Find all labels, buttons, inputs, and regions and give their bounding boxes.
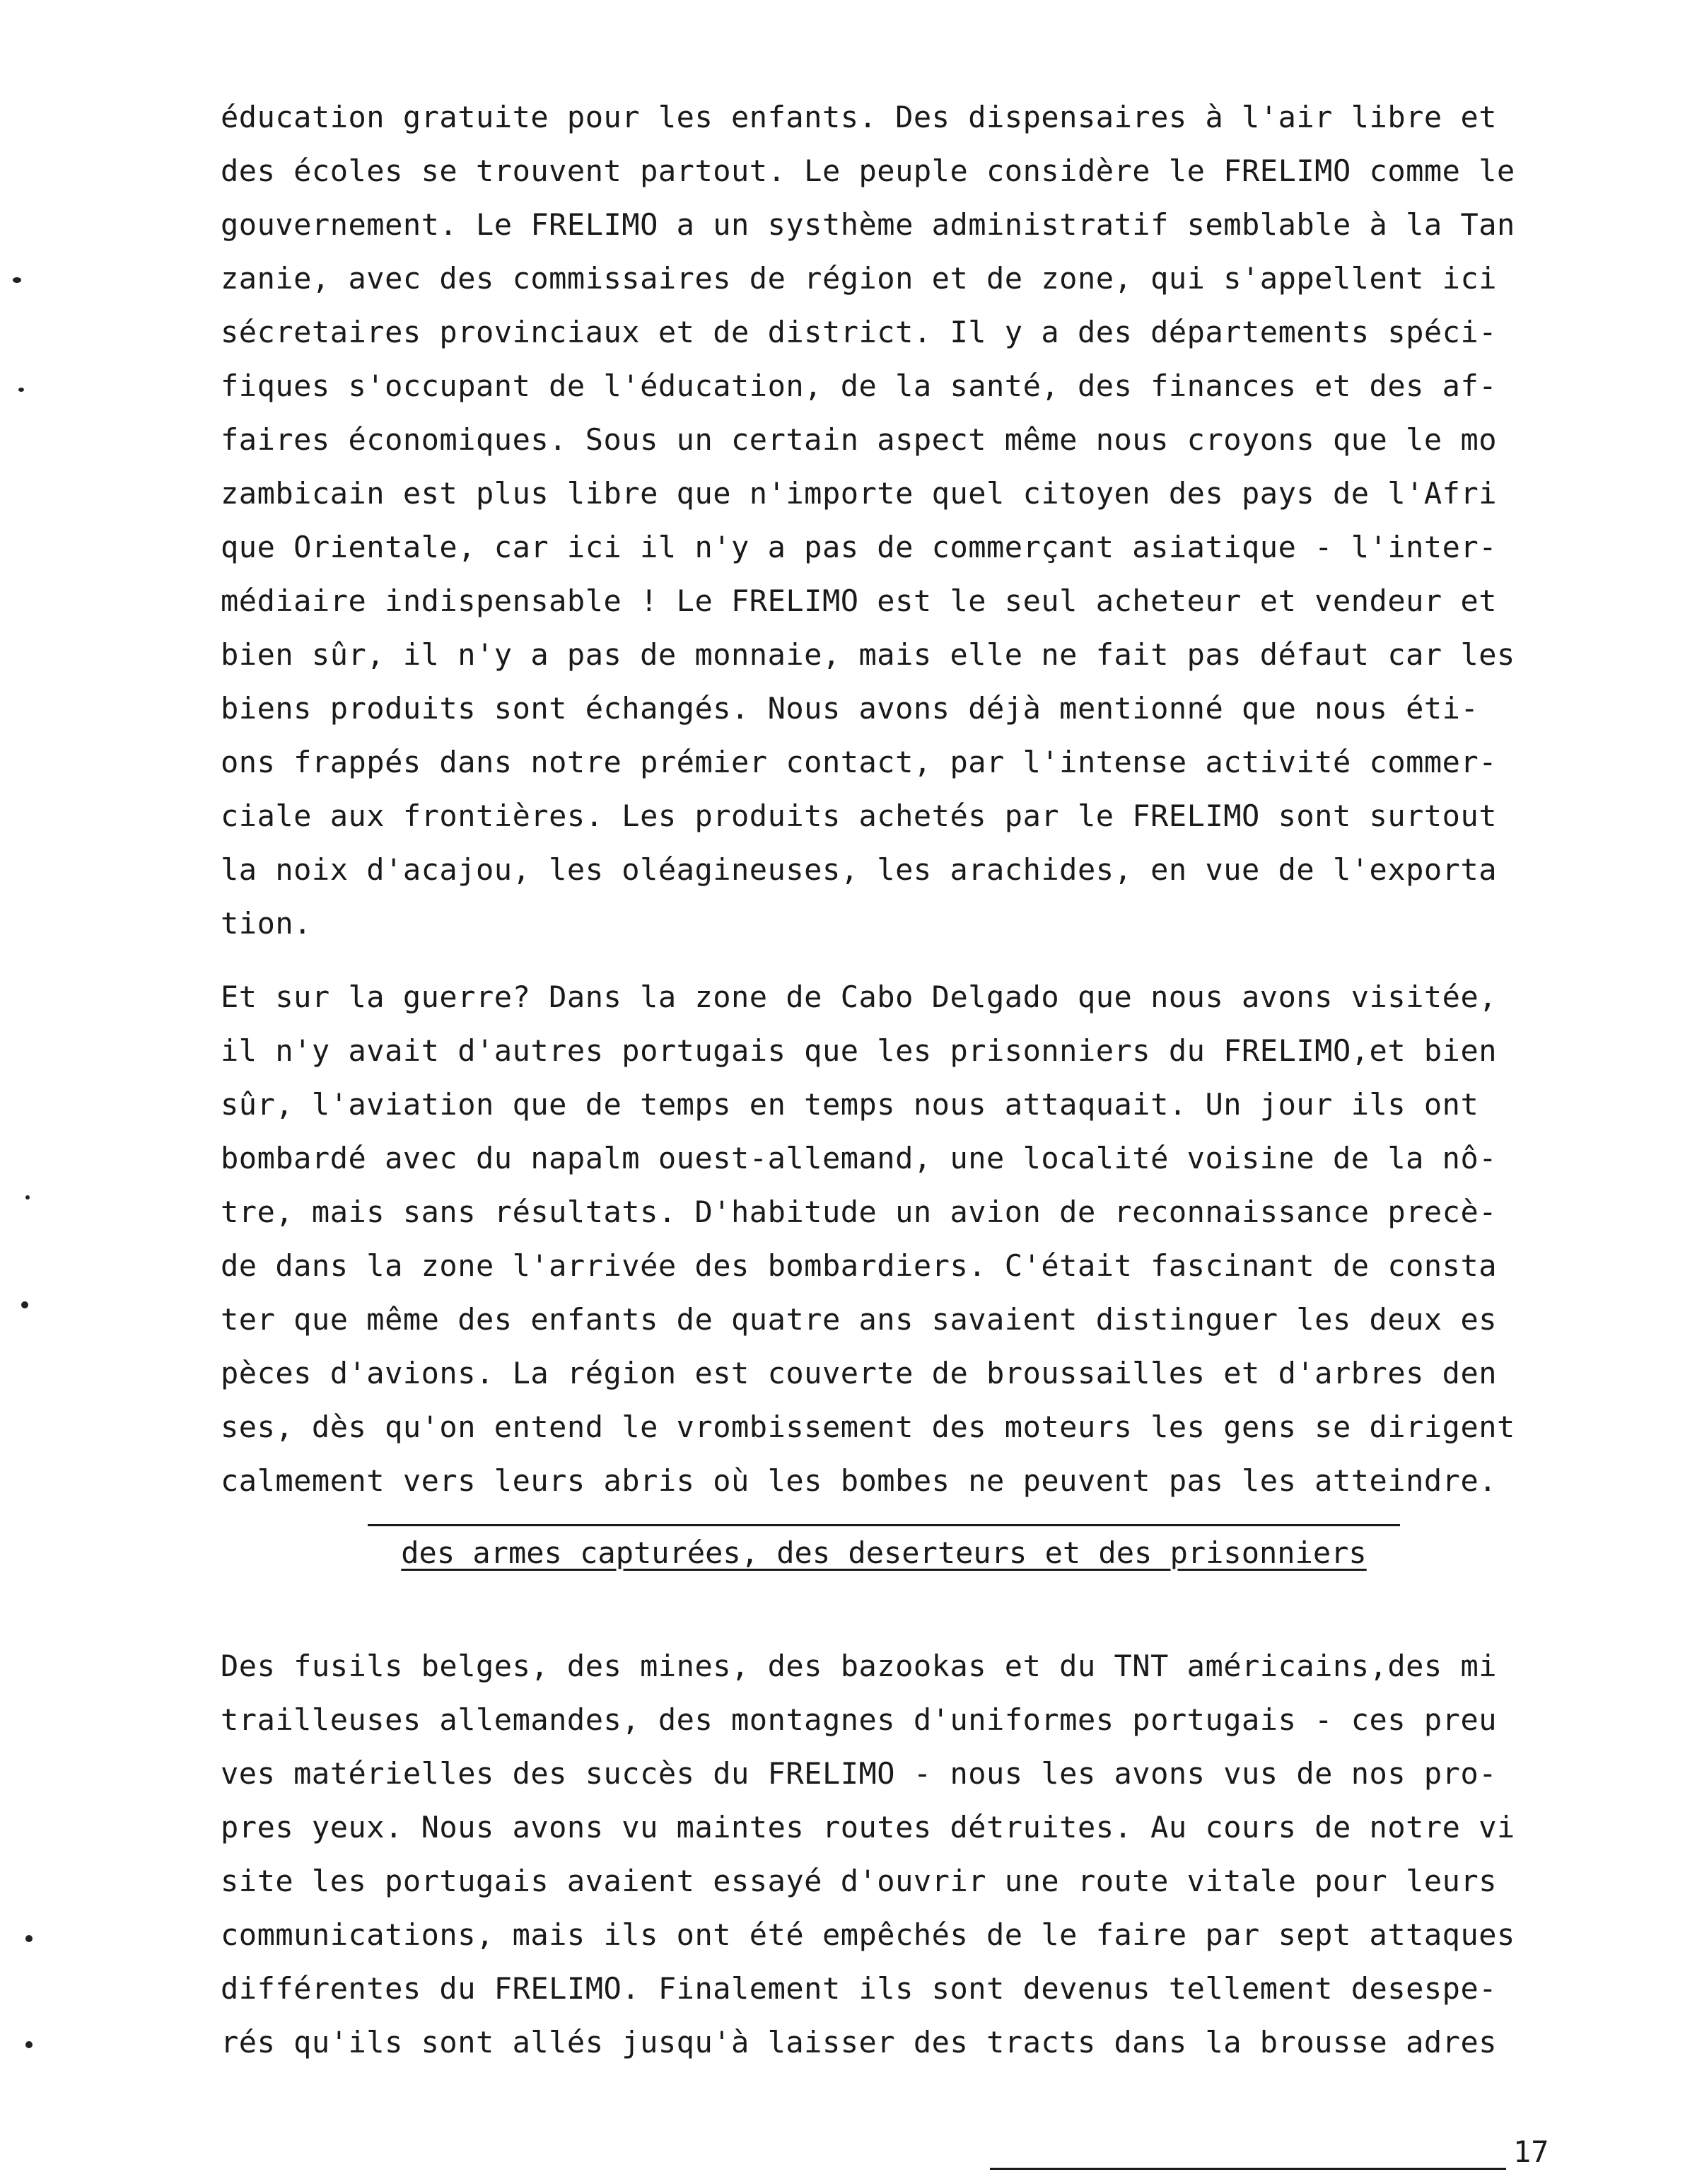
text-line: de dans la zone l'arrivée des bombardiers. C'était fascinant de consta <box>221 1248 1498 1283</box>
text-line: éducation gratuite pour les enfants. Des dispensaires à l'air libre et <box>221 100 1498 134</box>
text-line: pres yeux. Nous avons vu maintes routes détruites. Au cours de notre vi <box>221 1810 1515 1845</box>
text-line: calmement vers leurs abris où les bombes ne peuvent pas les atteindre. <box>221 1463 1498 1498</box>
text-line: gouvernement. Le FRELIMO a un systhème administratif semblable à la Tan <box>221 207 1515 242</box>
text-line: tion. <box>221 906 312 941</box>
text-line: communications, mais ils ont été empêchés de le faire par sept attaques <box>221 1917 1515 1952</box>
text-line: sécretaires provinciaux et de district. Il y a des départements spéci- <box>221 315 1498 349</box>
text-line: site les portugais avaient essayé d'ouvrir une route vitale pour leurs <box>221 1864 1498 1898</box>
text-line: fiques s'occupant de l'éducation, de la santé, des finances et des af- <box>221 368 1498 403</box>
footer-rule <box>990 2168 1506 2170</box>
margin-speck <box>18 388 24 392</box>
text-line: zanie, avec des commissaires de région et de zone, qui s'appellent ici <box>221 261 1498 296</box>
text-line: que Orientale, car ici il n'y a pas de commerçant asiatique - l'inter- <box>221 530 1498 564</box>
text-line: bien sûr, il n'y a pas de monnaie, mais elle ne fait pas défaut car les <box>221 637 1515 672</box>
page-number: 17 <box>1513 2134 1549 2169</box>
text-line: sûr, l'aviation que de temps en temps nous attaquait. Un jour ils ont <box>221 1087 1479 1122</box>
text-line: ses, dès qu'on entend le vrombissement des moteurs les gens se dirigent <box>221 1410 1515 1444</box>
text-line: pèces d'avions. La région est couverte de broussailles et d'arbres den <box>221 1356 1498 1390</box>
margin-speck <box>21 1301 28 1308</box>
section-heading: des armes capturées, des deserteurs et des prisonniers <box>368 1524 1400 1580</box>
margin-speck <box>25 1935 33 1942</box>
text-line: ciale aux frontières. Les produits achetés par le FRELIMO sont surtout <box>221 798 1498 833</box>
text-line: faires économiques. Sous un certain aspect même nous croyons que le mo <box>221 422 1498 457</box>
text-line: tre, mais sans résultats. D'habitude un avion de reconnaissance precè- <box>221 1195 1498 1229</box>
margin-speck <box>25 1195 30 1200</box>
text-line: Et sur la guerre? Dans la zone de Cabo Delgado que nous avons visitée, <box>221 980 1498 1014</box>
paragraph-2 <box>221 970 1585 1508</box>
text-line: bombardé avec du napalm ouest-allemand, une localité voisine de la nô- <box>221 1141 1498 1175</box>
text-line: Des fusils belges, des mines, des bazookas et du TNT américains,des mi <box>221 1649 1498 1683</box>
text-line: ter que même des enfants de quatre ans savaient distinguer les deux es <box>221 1302 1498 1337</box>
text-line: rés qu'ils sont allés jusqu'à laisser des tracts dans la brousse adres <box>221 2025 1498 2060</box>
paragraph-3 <box>221 1639 1585 2069</box>
text-line: des écoles se trouvent partout. Le peuple considère le FRELIMO comme le <box>221 153 1515 188</box>
text-line: la noix d'acajou, les oléagineuses, les arachides, en vue de l'exporta <box>221 852 1498 887</box>
text-line: il n'y avait d'autres portugais que les prisonniers du FRELIMO,et bien <box>221 1033 1498 1068</box>
text-line: médiaire indispensable ! Le FRELIMO est le seul acheteur et vendeur et <box>221 583 1498 618</box>
text-line: zambicain est plus libre que n'importe quel citoyen des pays de l'Afri <box>221 476 1498 511</box>
text-line: trailleuses allemandes, des montagnes d'uniformes portugais - ces preu <box>221 1702 1498 1737</box>
text-line: différentes du FRELIMO. Finalement ils sont devenus tellement desespe- <box>221 1971 1498 2006</box>
text-line: ves matérielles des succès du FRELIMO - nous les avons vus de nos pro- <box>221 1756 1498 1791</box>
paragraph-1 <box>221 91 1585 951</box>
text-line: biens produits sont échangés. Nous avons déjà mentionné que nous éti- <box>221 691 1479 726</box>
margin-speck <box>25 2041 33 2048</box>
margin-speck <box>13 277 21 283</box>
text-line: ons frappés dans notre prémier contact, par l'intense activité commer- <box>221 745 1498 779</box>
